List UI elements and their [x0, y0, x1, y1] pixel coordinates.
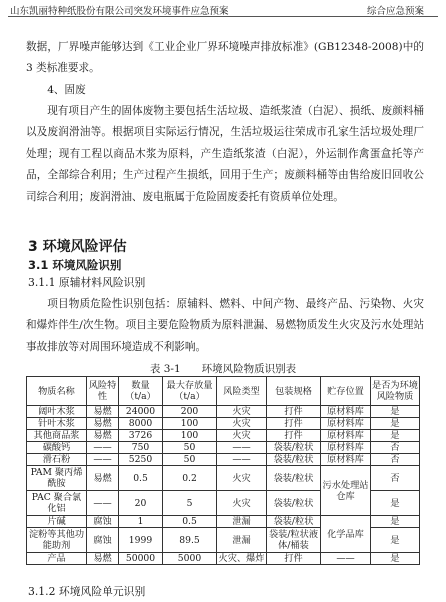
- table-cell: 否: [371, 466, 420, 491]
- table-cell: 火灾、爆炸: [217, 553, 267, 565]
- table-cell: 是: [371, 553, 420, 565]
- table-cell: 200: [163, 406, 217, 418]
- header-cell: 是否为环境风险物质: [371, 377, 420, 406]
- table-row: [27, 454, 420, 466]
- table-cell: ——: [87, 442, 119, 454]
- header-cell: 风险特性: [87, 377, 119, 406]
- table-cell: 原材料库: [321, 406, 371, 418]
- table-cell: 是: [371, 418, 420, 430]
- table-cell: 24000: [119, 406, 163, 418]
- table-cell: ——: [87, 491, 119, 516]
- table-cell: 滑石粉: [27, 454, 87, 466]
- table-cell-merged-storage: 化学品库: [321, 516, 371, 553]
- section-heading-3: 3 环境风险评估: [28, 239, 127, 255]
- table-cell: 5: [163, 491, 217, 516]
- solid-waste-section: [26, 80, 424, 101]
- section-heading-3-1-1: 3.1.1 原辅材料风险识别: [28, 276, 146, 289]
- table-cell: 火灾: [217, 466, 267, 491]
- risk-paragraph: [26, 294, 424, 358]
- page-header: [8, 2, 438, 16]
- table-cell: 袋装/粒状: [267, 491, 321, 516]
- table-cell: 阔叶木浆: [27, 406, 87, 418]
- table-cell: 5000: [163, 553, 217, 565]
- table-cell: 0.5: [163, 516, 217, 528]
- table-cell: 原材料库: [321, 442, 371, 454]
- header-doc-type: 综合应急预案: [366, 6, 424, 17]
- noise-text: 数据，厂界噪声能够达到《工业企业厂界环境噪声排放标准》(GB12348-2008)中的 3 类标准要求。: [26, 41, 424, 75]
- table-cell: 易燃: [87, 406, 119, 418]
- table-cell: 否: [371, 442, 420, 454]
- table-cell: 是: [371, 491, 420, 516]
- table-cell: 易燃: [87, 466, 119, 491]
- table-row: [27, 466, 420, 491]
- table-cell: 是: [371, 430, 420, 442]
- table-cell: 0.5: [119, 466, 163, 491]
- table-cell: 易燃: [87, 430, 119, 442]
- table-row: [27, 418, 420, 430]
- table-cell: 是: [371, 516, 420, 528]
- header-cell: 贮存位置: [321, 377, 371, 406]
- table-cell: 火灾: [217, 406, 267, 418]
- noise-paragraph: [26, 37, 424, 80]
- table-cell: 3726: [119, 430, 163, 442]
- table-cell: 50000: [119, 553, 163, 565]
- section-heading-3-1-2: 3.1.2 环境风险单元识别: [28, 585, 146, 598]
- header-company: 山东凯丽特种纸股份有限公司突发环境事件应急预案: [10, 6, 229, 17]
- table-cell: ——: [217, 454, 267, 466]
- table-cell: 原材料库: [321, 418, 371, 430]
- table-cell: 袋装/粒状: [267, 454, 321, 466]
- table-header-row: [27, 377, 420, 406]
- table-cell: 100: [163, 430, 217, 442]
- table-row: [27, 442, 420, 454]
- table-cell: 打件: [267, 418, 321, 430]
- table-cell: 否: [371, 454, 420, 466]
- solid-waste-heading: 4、固废: [47, 84, 86, 96]
- table-cell: 89.5: [163, 528, 217, 553]
- risk-text: 项目物质危险性识别包括：原辅料、燃料、中间产物、最终产品、污染物、火灾和爆炸伴生/次生物。项目主要危险物质为原料泄漏、易燃物质发生火灾及污水处理站事故排放等对周围环境造成不利影响。: [26, 298, 424, 353]
- table-cell: PAC 聚合氯化铝: [27, 491, 87, 516]
- table-cell: 是: [371, 406, 420, 418]
- table-cell: 原材料库: [321, 430, 371, 442]
- table-cell: 火灾: [217, 418, 267, 430]
- table-row: [27, 406, 420, 418]
- table-cell: 打件: [267, 553, 321, 565]
- header-cell: 最大存放量（t/a）: [163, 377, 217, 406]
- table-cell: 火灾: [217, 430, 267, 442]
- table-cell: 腐蚀: [87, 528, 119, 553]
- table-cell: 易燃: [87, 418, 119, 430]
- table-cell: 片碱: [27, 516, 87, 528]
- table-cell: 打件: [267, 406, 321, 418]
- table-cell: 100: [163, 418, 217, 430]
- table-caption: 表 3-1 环境风险物质识别表: [149, 363, 297, 375]
- header-rule: [8, 16, 438, 17]
- table-cell: 原材料库: [321, 454, 371, 466]
- table-cell: 腐蚀: [87, 516, 119, 528]
- header-cell: 数量（t/a）: [119, 377, 163, 406]
- header-cell: 风险类型: [217, 377, 267, 406]
- table-cell: 袋装/粒状: [267, 516, 321, 528]
- table-cell: 750: [119, 442, 163, 454]
- table-cell: 泄漏: [217, 516, 267, 528]
- risk-substance-table: [26, 376, 420, 565]
- table-cell: ——: [321, 553, 371, 565]
- table-cell: PAM 聚丙烯酰胺: [27, 466, 87, 491]
- table-cell-merged-storage: 污水处理站仓库: [321, 466, 371, 516]
- table-cell: 火灾: [217, 491, 267, 516]
- header-cell: 物质名称: [27, 377, 87, 406]
- table-cell: 针叶木浆: [27, 418, 87, 430]
- solid-waste-paragraph: [26, 101, 424, 208]
- table-cell: 其他商品浆: [27, 430, 87, 442]
- table-cell: 淀粉等其他功能助剂: [27, 528, 87, 553]
- table-cell: 1999: [119, 528, 163, 553]
- header-cell: 包装规格: [267, 377, 321, 406]
- table-cell: 20: [119, 491, 163, 516]
- table-cell: 易燃: [87, 553, 119, 565]
- table-row: [27, 430, 420, 442]
- table-cell: 袋装/粒状液体/桶装: [267, 528, 321, 553]
- table-cell: 袋装/粒状: [267, 466, 321, 491]
- table-row: [27, 516, 420, 528]
- table-cell: 泄漏: [217, 528, 267, 553]
- table-cell: ——: [87, 454, 119, 466]
- section-heading-3-1: 3.1 环境风险识别: [28, 258, 122, 272]
- table-cell: 打件: [267, 430, 321, 442]
- table-cell: ——: [217, 442, 267, 454]
- table-cell: 5250: [119, 454, 163, 466]
- solid-waste-text: 现有项目产生的固体废物主要包括生活垃圾、造纸浆渣（白泥）、损纸、废颜料桶以及废润滑油等。根据项目实际运行情况，生活垃圾运往荣成市孔家生活垃圾处理厂处理；现有工程以商品木浆为原料，产生造纸浆渣（白泥），外运制作禽蛋盒托等产品，全部综合利用；生产过程产生损纸，回用于生产；废颜料桶等由售给废旧回收公司综合利用；废润滑油、废电瓶属于危险固废委托有资质单位处理。: [26, 105, 424, 203]
- table-cell: 50: [163, 454, 217, 466]
- table-cell: 0.2: [163, 466, 217, 491]
- table-row: [27, 553, 420, 565]
- table-cell: 产品: [27, 553, 87, 565]
- table-cell: 碳酸钙: [27, 442, 87, 454]
- table-cell: 袋装/粒状: [267, 442, 321, 454]
- table-cell: 8000: [119, 418, 163, 430]
- table-cell: 50: [163, 442, 217, 454]
- table-cell: 是: [371, 528, 420, 553]
- table-cell: 1: [119, 516, 163, 528]
